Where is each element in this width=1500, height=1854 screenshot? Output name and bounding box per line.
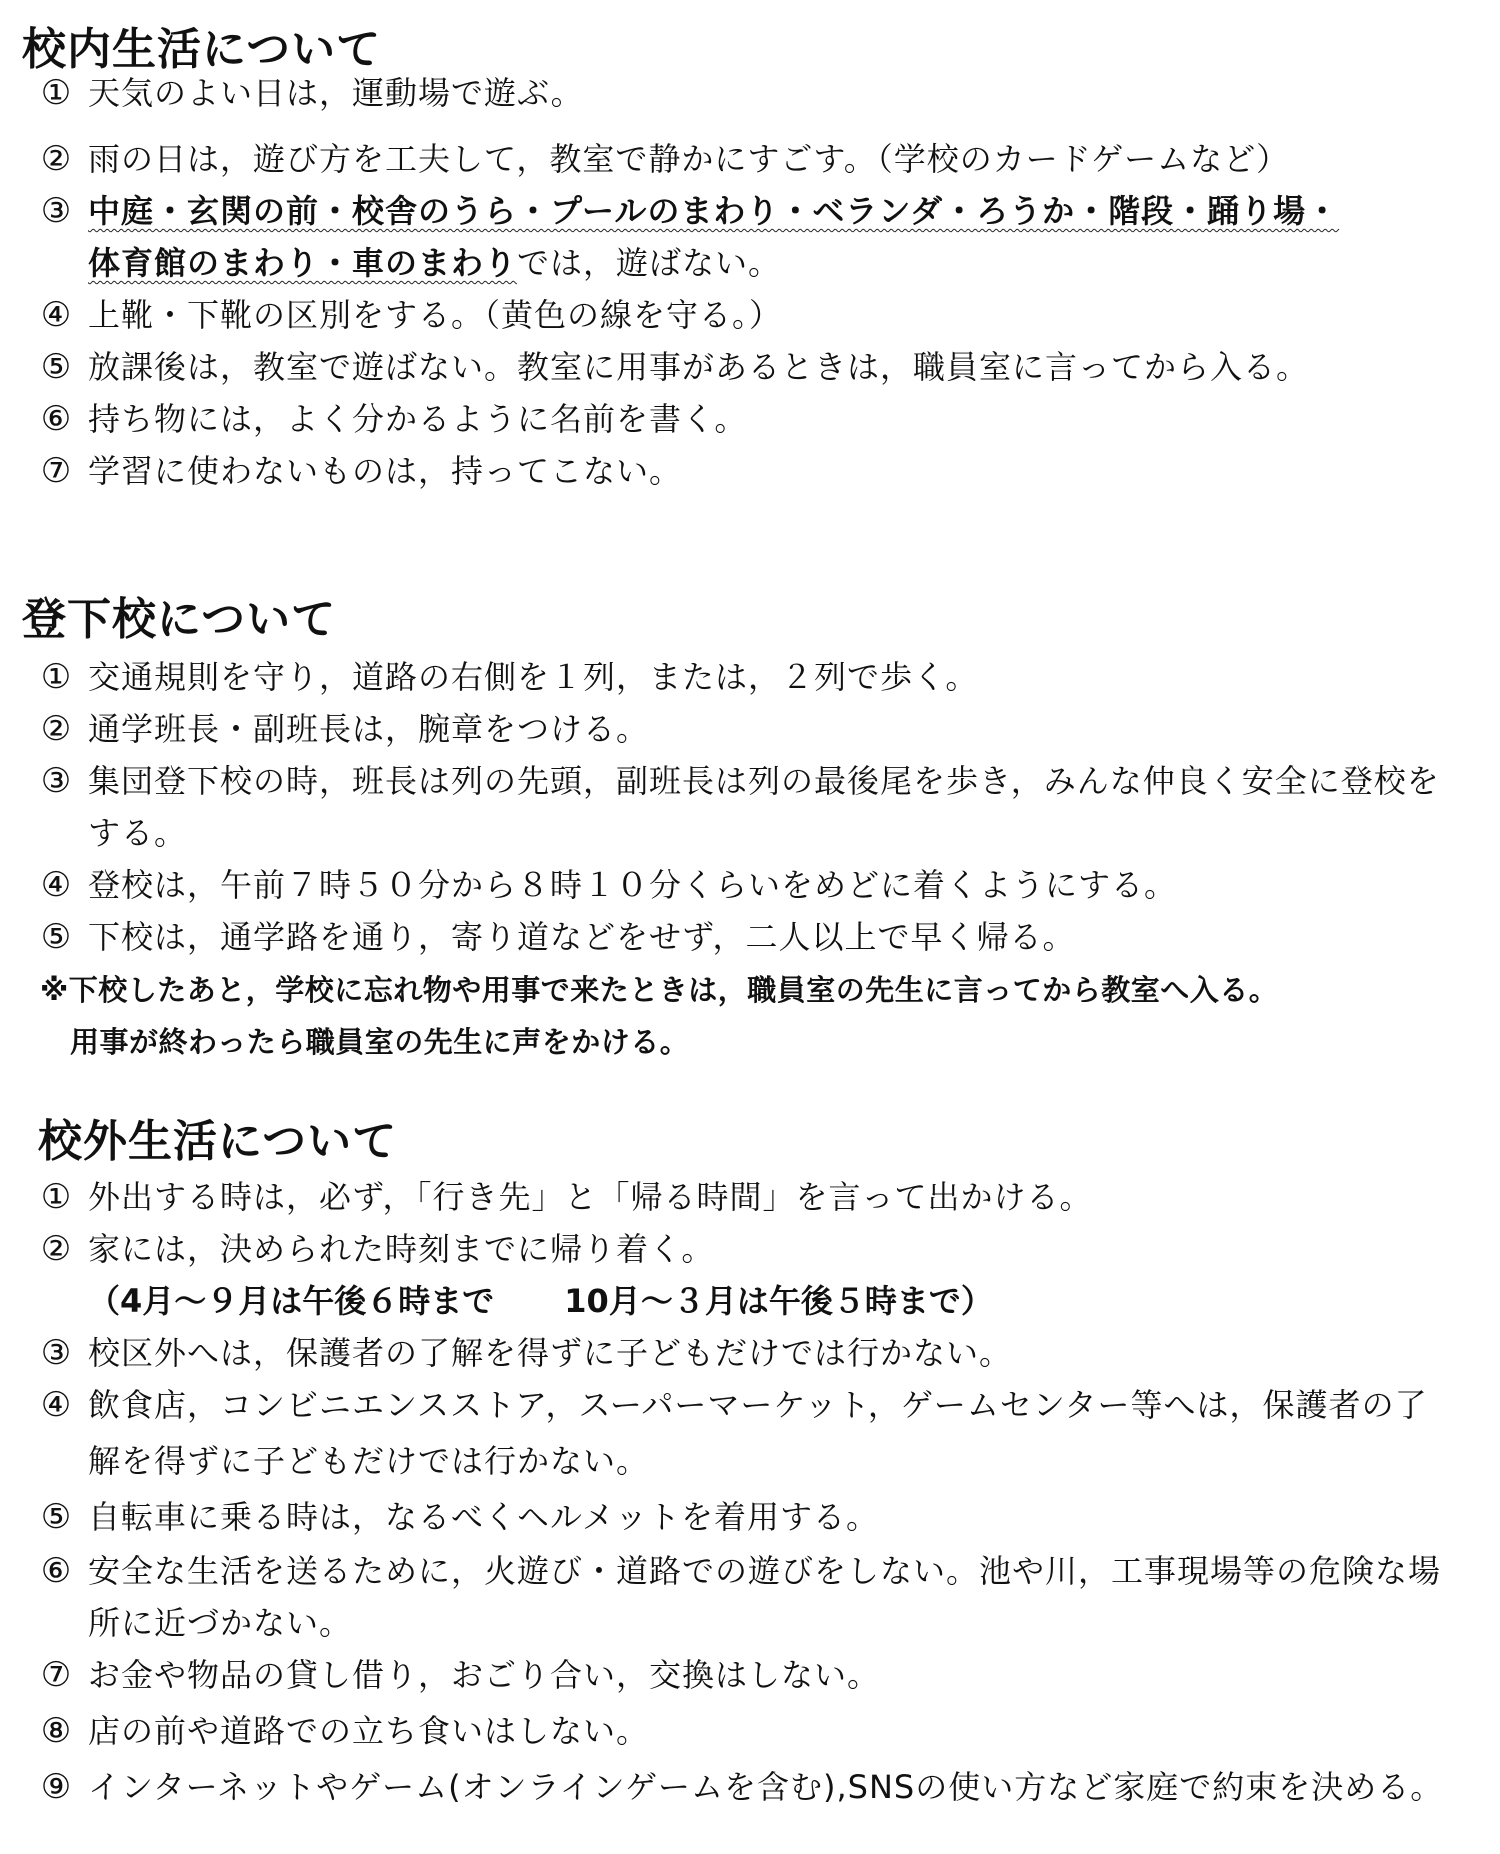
list-item <box>0 652 1500 702</box>
item-number: ⑨ <box>40 1767 72 1807</box>
restricted-areas-line2: 体育館のまわり・車のまわり <box>88 244 518 282</box>
item-number: ⑥ <box>40 399 72 439</box>
item-number: ② <box>40 709 72 749</box>
item-text: 雨の日は，遊び方を工夫して，教室で静かにすごす。（学校のカードゲームなど） <box>88 140 1290 178</box>
item-text: 集団登下校の時，班長は列の先頭，副班長は列の最後尾を歩き，みんな仲良く安全に登校を <box>88 762 1440 800</box>
curfew-oct-mar: 10月～３月は午後５時まで） <box>564 1282 993 1320</box>
section-title-school-life: 校内生活について <box>22 24 382 75</box>
item-number: ⑦ <box>40 451 72 491</box>
after-school-note-line1: ※下校したあと，学校に忘れ物や用事で来たときは，職員室の先生に言ってから教室へ入る。 <box>40 973 1279 1007</box>
item-number: ③ <box>40 761 72 801</box>
list-item <box>0 446 1500 496</box>
list-item <box>0 1380 1500 1430</box>
list-item <box>0 1546 1500 1596</box>
item-number: ⑦ <box>40 1655 72 1695</box>
item-text-continued: 所に近づかない。 <box>88 1604 353 1642</box>
list-item-continuation <box>0 1436 1500 1486</box>
item-text: 交通規則を守り，道路の右側を１列，または，２列で歩く。 <box>88 658 979 696</box>
item-text: 安全な生活を送るために，火遊び・道路での遊びをしない。池や川，工事現場等の危険な場 <box>88 1552 1442 1590</box>
item-text: 校区外へは，保護者の了解を得ずに子どもだけでは行かない。 <box>88 1334 1013 1372</box>
item-text: 飲食店，コンビニエンスストア，スーパーマーケット，ゲームセンター等へは，保護者の了 <box>88 1386 1428 1424</box>
list-item <box>0 756 1500 806</box>
item-text: 学習に使わないものは，持ってこない。 <box>88 452 683 490</box>
list-item <box>0 134 1500 184</box>
item-number: ④ <box>40 1385 72 1425</box>
item-number: ② <box>40 139 72 179</box>
item-text: 店の前や道路での立ち食いはしない。 <box>88 1712 650 1750</box>
item-number: ① <box>40 73 72 113</box>
item-text: 放課後は，教室で遊ばない。教室に用事があるときは，職員室に言ってから入る。 <box>88 348 1310 386</box>
item-number: ⑥ <box>40 1551 72 1591</box>
list-item <box>0 394 1500 444</box>
list-item <box>0 186 1500 236</box>
item-number: ④ <box>40 295 72 335</box>
item-number: ③ <box>40 1333 72 1373</box>
item-text: 外出する時は，必ず，「行き先」と「帰る時間」を言って出かける。 <box>88 1178 1093 1216</box>
list-item-continuation <box>0 808 1500 858</box>
list-item <box>0 860 1500 910</box>
list-item <box>0 1650 1500 1700</box>
list-item <box>0 1706 1500 1756</box>
curfew-hours <box>88 1276 993 1326</box>
item-text: インターネットやゲーム(オンラインゲームを含む),SNSの使い方など家庭で約束を決める。 <box>88 1768 1444 1806</box>
section-title-outside-life: 校外生活について <box>38 1116 398 1167</box>
item-text: 自転車に乗る時は，なるべくヘルメットを着用する。 <box>88 1498 880 1536</box>
item-number: ⑤ <box>40 917 72 957</box>
item-text: お金や物品の貸し借り，おごり合い，交換はしない。 <box>88 1656 881 1694</box>
item-text-continued: する。 <box>88 814 188 852</box>
list-item <box>0 912 1500 962</box>
item-text: 登校は，午前７時５０分から８時１０分くらいをめどに着くようにする。 <box>88 866 1178 904</box>
item-text: 天気のよい日は，運動場で遊ぶ。 <box>88 74 584 112</box>
item-text: 持ち物には，よく分かるように名前を書く。 <box>88 400 748 438</box>
list-item <box>0 704 1500 754</box>
item-text: 上靴・下靴の区別をする。（黄色の線を守る。） <box>88 296 783 334</box>
item-number: ⑤ <box>40 347 72 387</box>
list-item-continuation <box>0 238 1500 288</box>
list-item <box>0 290 1500 340</box>
list-item <box>0 342 1500 392</box>
item-text: 下校は，通学路を通り，寄り道などをせず，二人以上で早く帰る。 <box>88 918 1076 956</box>
list-item <box>0 1224 1500 1274</box>
list-item <box>0 1172 1500 1222</box>
curfew-apr-sep: （4月～９月は午後６時まで <box>88 1282 495 1320</box>
item-number: ① <box>40 657 72 697</box>
list-item <box>0 1328 1500 1378</box>
list-item-continuation <box>0 1598 1500 1648</box>
item-number: ⑧ <box>40 1711 72 1751</box>
item-number: ⑤ <box>40 1497 72 1537</box>
item-text: 家には，決められた時刻までに帰り着く。 <box>88 1230 715 1268</box>
item-number: ④ <box>40 865 72 905</box>
after-school-note-line2: 用事が終わったら職員室の先生に声をかける。 <box>70 1025 690 1059</box>
list-item <box>0 1492 1500 1542</box>
restricted-areas-line1: 中庭・玄関の前・校舎のうら・プールのまわり・ベランダ・ろうか・階段・踊り場・ <box>88 192 1340 230</box>
item-text-rest: では，遊ばない。 <box>517 244 782 282</box>
item-number: ② <box>40 1229 72 1269</box>
item-text-continued: 解を得ずに子どもだけでは行かない。 <box>88 1442 650 1480</box>
section-title-commute: 登下校について <box>22 594 337 645</box>
list-item <box>0 68 1500 118</box>
item-text: 通学班長・副班長は，腕章をつける。 <box>88 710 650 748</box>
item-number: ① <box>40 1177 72 1217</box>
list-item <box>0 1762 1500 1812</box>
item-number: ③ <box>40 191 72 231</box>
